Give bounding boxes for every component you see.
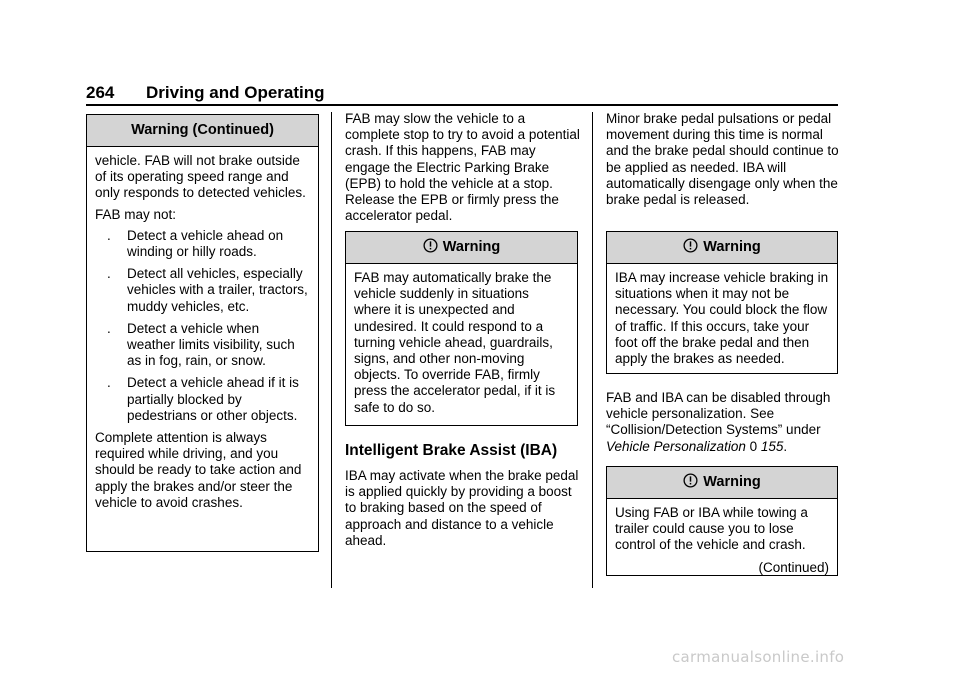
iba-warning-title: Warning [703,239,761,255]
warning-icon [683,238,698,253]
fab-warning-header [346,232,577,264]
fab-limitations-list [95,228,310,424]
fab-warning-box [345,231,578,426]
col2-intro [345,111,580,224]
fab-limits-text: vehicle. FAB will not brake outside of its operating speed range and only responds to detected vehicles. [95,153,306,201]
warning-continued-title: Warning (Continued) [87,115,318,147]
towing-warning-text: Using FAB or IBA while towing a trailer could cause you to lose control of the vehicle and crash. [615,505,808,553]
list-item [95,228,310,260]
disable-text: FAB and IBA can be disabled through vehicle personalization. See “Collision/Detection Systems” under [606,390,831,438]
list-item [95,321,310,370]
disable-paragraph [606,390,842,455]
towing-warning-header [607,467,837,499]
warning-icon [683,473,698,488]
iba-warning-header [607,232,837,264]
warning-icon [423,238,438,253]
col3-intro [606,111,840,208]
pedal-pulsation-text: Minor brake pedal pulsations or pedal movement during this time is normal and the brake pedal should continue to be applied as needed. IBA will automatically disengage only when the brake pedal is released. [606,111,839,208]
page-header [86,82,838,104]
iba-warning-body [607,264,837,367]
vehicle-personalization-link[interactable] [606,439,783,454]
bullet-glyph: . [107,320,111,336]
watermark-text: carmanualsonline.info [672,648,845,666]
fab-warning-body [346,264,577,416]
bullet-glyph: . [107,375,111,391]
link-text: Vehicle Personalization [606,438,746,454]
warning-continued-body [87,147,318,511]
list-item-text: Detect all vehicles, especially vehicles with a trailer, tractors, muddy vehicles, etc. [127,266,308,314]
list-item [95,375,310,424]
list-item [95,266,310,315]
column-divider-2 [592,112,593,588]
attention-text: Complete attention is always required while driving, and you should be ready to take action and apply the brakes and/or steer the vehicle to avoid crashes. [95,430,302,510]
bullet-glyph: . [107,266,111,282]
list-item-text: Detect a vehicle when weather limits visibility, such as in fog, rain, or snow. [127,320,295,369]
list-item-text: Detect a vehicle ahead on winding or hilly roads. [127,227,284,260]
page-reference-arrow: 0 [749,438,758,454]
list-item-text: Detect a vehicle ahead if it is partially blocked by pedestrians or other objects. [127,375,299,423]
towing-warning-body [607,499,837,554]
link-page-number: 155 [760,438,784,454]
bullet-glyph: . [107,227,111,243]
period: . [783,438,788,454]
iba-section-heading: Intelligent Brake Assist (IBA) [345,442,558,459]
continued-label: (Continued) [758,559,829,575]
page-title: Driving and Operating [146,83,325,102]
fab-warning-text: FAB may automatically brake the vehicle suddenly in situations where it is unexpected and undesired. It could respond to a turning vehicle ahead, guardrails, signs, and other non-moving objects. To override FAB, firmly press the accelerator pedal, if it is safe to do so. [354,270,556,415]
towing-warning-box [606,466,838,576]
warning-continued-box [86,114,319,552]
column-divider-1 [331,112,332,588]
iba-warning-box [606,231,838,374]
iba-warning-text: IBA may increase vehicle braking in situations when it may not be necessary. You could block the flow of traffic. If this occurs, take your foot off the brake pedal and then apply the brakes as needed. [615,270,829,367]
fab-warning-title: Warning [442,239,501,255]
col2-iba-text [345,468,580,549]
fab-may-not-text: FAB may not: [95,206,177,222]
fab-stop-text: FAB may slow the vehicle to a complete stop to try to avoid a potential crash. If this happens, FAB may engage the Electric Parking Brake (EPB) to hold the vehicle at a stop. Release the EPB or firmly press the accelerator pedal. [345,111,580,224]
page-number: 264 [86,83,115,102]
iba-activation-text: IBA may activate when the brake pedal is applied quickly by providing a boost to braking based on the speed of approach and distance to a vehicle ahead. [345,468,579,548]
header-rule [86,104,838,106]
towing-warning-title: Warning [703,474,761,490]
col3-disable-text [606,390,842,455]
